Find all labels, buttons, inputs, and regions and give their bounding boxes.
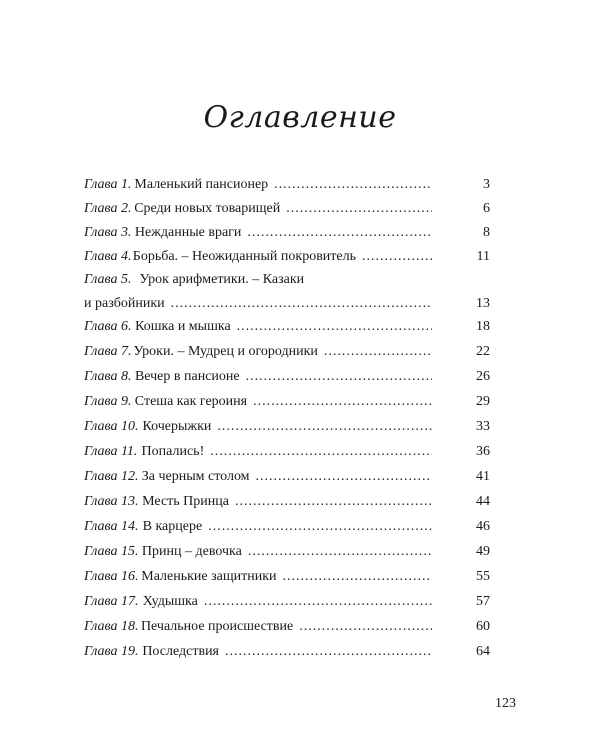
toc-chapter-number: Глава 7. [84,344,132,359]
toc-chapter-number: Глава 4. [84,249,132,264]
toc-entry [84,468,490,485]
toc-chapter-title: Маленькие защитники [141,569,277,584]
toc-chapter-number: Глава 19. [84,644,139,659]
toc-chapter-title: Маленький пансионер [134,177,269,192]
leader-dots [256,468,432,485]
toc-page-number: 18 [476,319,490,334]
toc-chapter-title-continued: и разбойники [84,296,165,311]
leader-dots [217,418,432,435]
leader-dots [235,493,432,510]
toc-page-number: 41 [476,469,490,484]
toc-page-number: 55 [476,569,490,584]
toc-entry [84,224,490,241]
toc-entry [84,618,490,635]
toc-chapter-number: Глава 2. [84,201,132,216]
toc-chapter-number: Глава 8. [84,369,132,384]
toc-chapter-title: Урок арифметики. – Казаки [139,272,305,287]
toc-chapter-number: Глава 9. [84,394,132,409]
toc-chapter-number: Глава 5. [84,272,132,287]
leader-dots [286,200,432,217]
toc-page-number: 26 [476,369,490,384]
leader-dots [204,593,432,610]
toc-page-number: 57 [476,594,490,609]
toc-chapter-title: За черным столом [141,469,250,484]
leader-dots [274,176,432,193]
toc-chapter-number: Глава 13. [84,494,139,509]
toc-entry [84,318,490,335]
toc-page-number: 44 [476,494,490,509]
toc-entry [84,493,490,510]
toc-entry [84,543,490,560]
toc-chapter-title: Последствия [142,644,219,659]
toc-entry [84,248,490,265]
toc-chapter-title: Худышка [142,594,198,609]
toc-chapter-number: Глава 11. [84,444,138,459]
leader-dots [324,343,432,360]
leader-dots [246,368,432,385]
leader-dots [283,568,432,585]
toc-page-number: 64 [476,644,490,659]
toc-entry [84,271,490,312]
toc-chapter-title: Среди новых товарищей [134,201,281,216]
toc-entry [84,643,490,660]
toc-entry [84,368,490,385]
toc-chapter-number: Глава 14. [84,519,139,534]
toc-chapter-number: Глава 12. [84,469,139,484]
toc-entry [84,393,490,410]
toc-chapter-title: Уроки. – Мудрец и огородники [133,344,318,359]
leader-dots [299,618,432,635]
toc-chapter-number: Глава 16. [84,569,139,584]
toc-page-number: 49 [476,544,490,559]
toc-chapter-title: В карцере [142,519,203,534]
toc-entry [84,443,490,460]
toc-page-number: 8 [483,225,490,240]
toc-chapter-title: Борьба. – Неожиданный покровитель [132,249,357,264]
toc-chapter-title: Кошка и мышка [135,319,231,334]
toc-entry [84,176,490,193]
toc-page-number: 11 [476,249,490,264]
toc-entry [84,418,490,435]
toc-page-number: 6 [483,201,490,216]
toc-chapter-title: Стеша как героиня [134,394,248,409]
toc-chapter-title: Попались! [141,444,205,459]
toc-page-number: 46 [476,519,490,534]
leader-dots [210,443,432,460]
toc-page-number: 33 [476,419,490,434]
toc-entry [84,343,490,360]
toc-chapter-title: Месть Принца [142,494,229,509]
leader-dots [247,224,432,241]
toc-chapter-title: Нежданные враги [134,225,242,240]
toc-chapter-number: Глава 3. [84,225,132,240]
leader-dots [362,248,432,265]
leader-dots [171,295,432,312]
toc-page-number: 29 [476,394,490,409]
page-title: Оглавление [203,100,397,135]
toc-entry [84,593,490,610]
toc-chapter-number: Глава 1. [84,177,132,192]
toc-page-number: 22 [476,344,490,359]
leader-dots [208,518,432,535]
toc-entry [84,200,490,217]
toc-entry [84,518,490,535]
toc-chapter-number: Глава 15. [84,544,139,559]
toc-chapter-title: Вечер в пансионе [134,369,240,384]
toc-chapter-number: Глава 18. [84,619,139,634]
leader-dots [248,543,432,560]
toc-page-number: 13 [476,296,490,311]
toc-chapter-number: Глава 10. [84,419,139,434]
toc-page-number: 60 [476,619,490,634]
toc-chapter-title: Кочерыжки [142,419,212,434]
toc-page-number: 3 [483,177,490,192]
toc-chapter-number: Глава 17. [84,594,139,609]
page-number: 123 [495,696,516,711]
leader-dots [253,393,432,410]
toc-chapter-title: Принц – девочка [141,544,242,559]
toc-chapter-title: Печальное происшествие [140,619,294,634]
leader-dots [225,643,432,660]
toc-entry [84,568,490,585]
table-of-contents [84,176,490,660]
toc-page-number: 36 [476,444,490,459]
leader-dots [237,318,432,335]
toc-chapter-number: Глава 6. [84,319,132,334]
